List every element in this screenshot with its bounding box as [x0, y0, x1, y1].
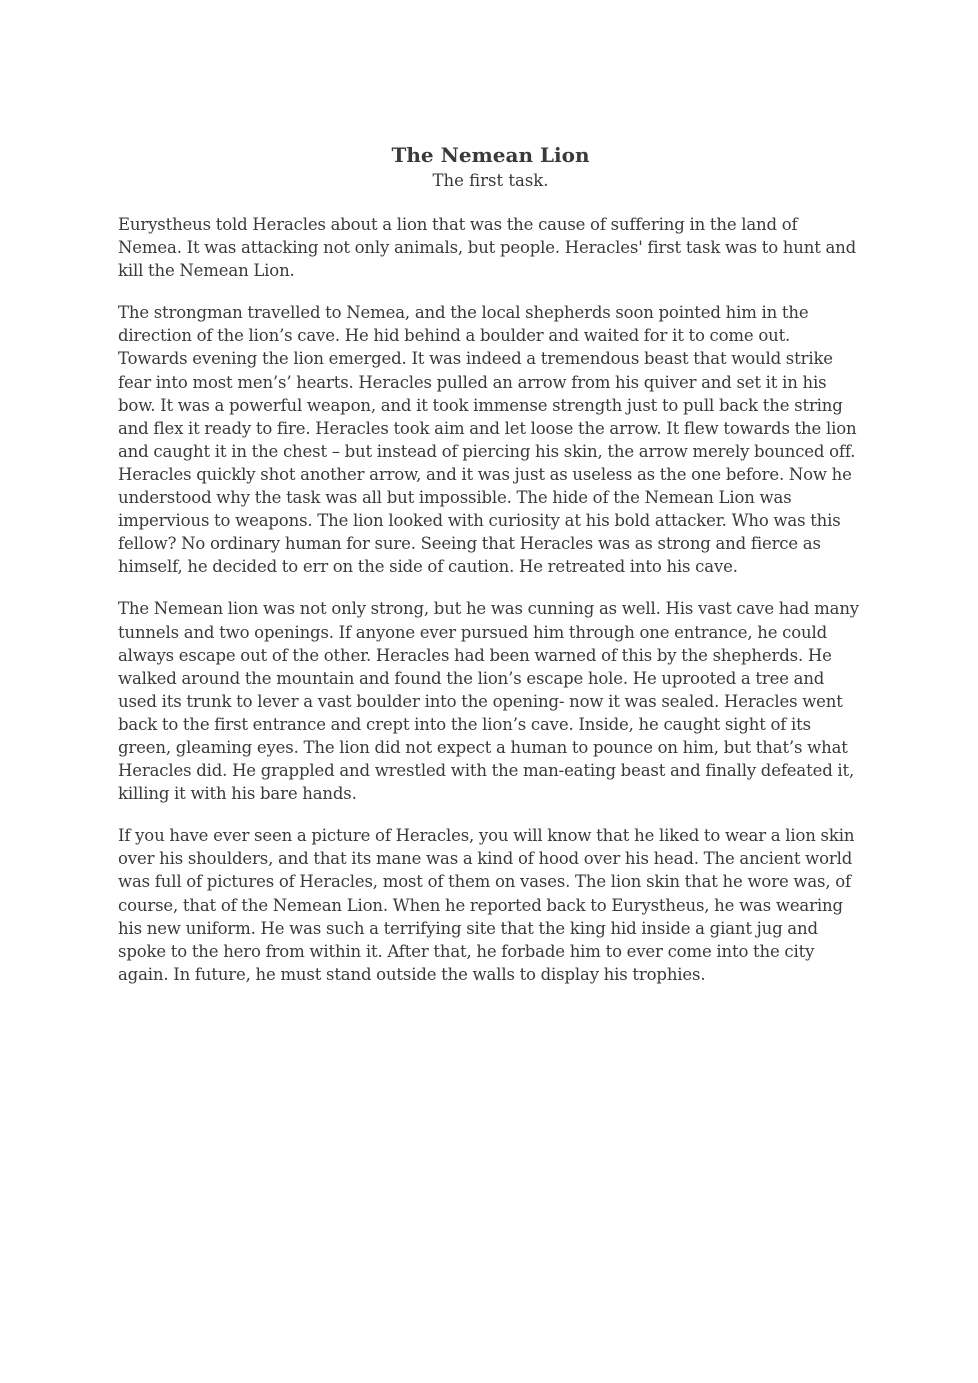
paragraph-intro: Eurystheus told Heracles about a lion that was the cause of suffering in the land of Nemea. It was attacking not only animals, but people. Heracles' first task was to hunt and kill the Nemean Lion.: [118, 215, 857, 281]
paragraph-arrows: The strongman travelled to Nemea, and the local shepherds soon pointed him in the direction of the lion’s cave. He hid behind a boulder and waited for it to come out. Towards evening the lion emerged. It was indeed a tremendous beast that would strike fear into most men’s’ hearts. Heracles pulled an arrow from his quiver and set it in his bow. It was a powerful weapon, and it took immense strength just to pull back the string and flex it ready to fire. Heracles took aim and let loose the arrow. It flew towards the lion and caught it in the chest – but instead of piercing his skin, the arrow merely bounced off. Heracles quickly shot another arrow, and it was just as useless as the one before. Now he understood why the task was all but impossible. The hide of the Nemean Lion was impervious to weapons. The lion looked with curiosity at his bold attacker. Who was this fellow? No ordinary human for sure. Seeing that Heracles was as strong and fierce as himself, he decided to err on the side of caution. He retreated into his cave.: [118, 303, 857, 577]
paragraph-lion-skin: If you have ever seen a picture of Heracles, you will know that he liked to wear a lion skin over his shoulders, and that its mane was a kind of hood over his head. The ancient world was full of pictures of Heracles, most of them on vases. The lion skin that he wore was, of course, that of the Nemean Lion. When he reported back to Eurystheus, he was wearing his new uniform. He was such a terrifying site that the king hid inside a giant jug and spoke to the hero from within it. After that, he forbade him to ever come into the city again. In future, he must stand outside the walls to display his trophies.: [118, 826, 855, 984]
paragraph-cave: The Nemean lion was not only strong, but he was cunning as well. His vast cave had many tunnels and two openings. If anyone ever pursued him through one entrance, he could always escape out of the other. Heracles had been warned of this by the shepherds. He walked around the mountain and found the lion’s escape hole. He uprooted a tree and used its trunk to lever a vast boulder into the opening- now it was sealed. Heracles went back to the first entrance and crept into the lion’s cave. Inside, he caught sight of its green, gleaming eyes. The lion did not expect a human to pounce on him, but that’s what Heracles did. He grappled and wrestled with the man-eating beast and finally defeated it, killing it with his bare hands.: [118, 599, 859, 804]
document-body: [118, 142, 863, 1005]
page-title: The Nemean Lion: [391, 143, 590, 167]
page-subtitle: The first task.: [432, 171, 549, 190]
